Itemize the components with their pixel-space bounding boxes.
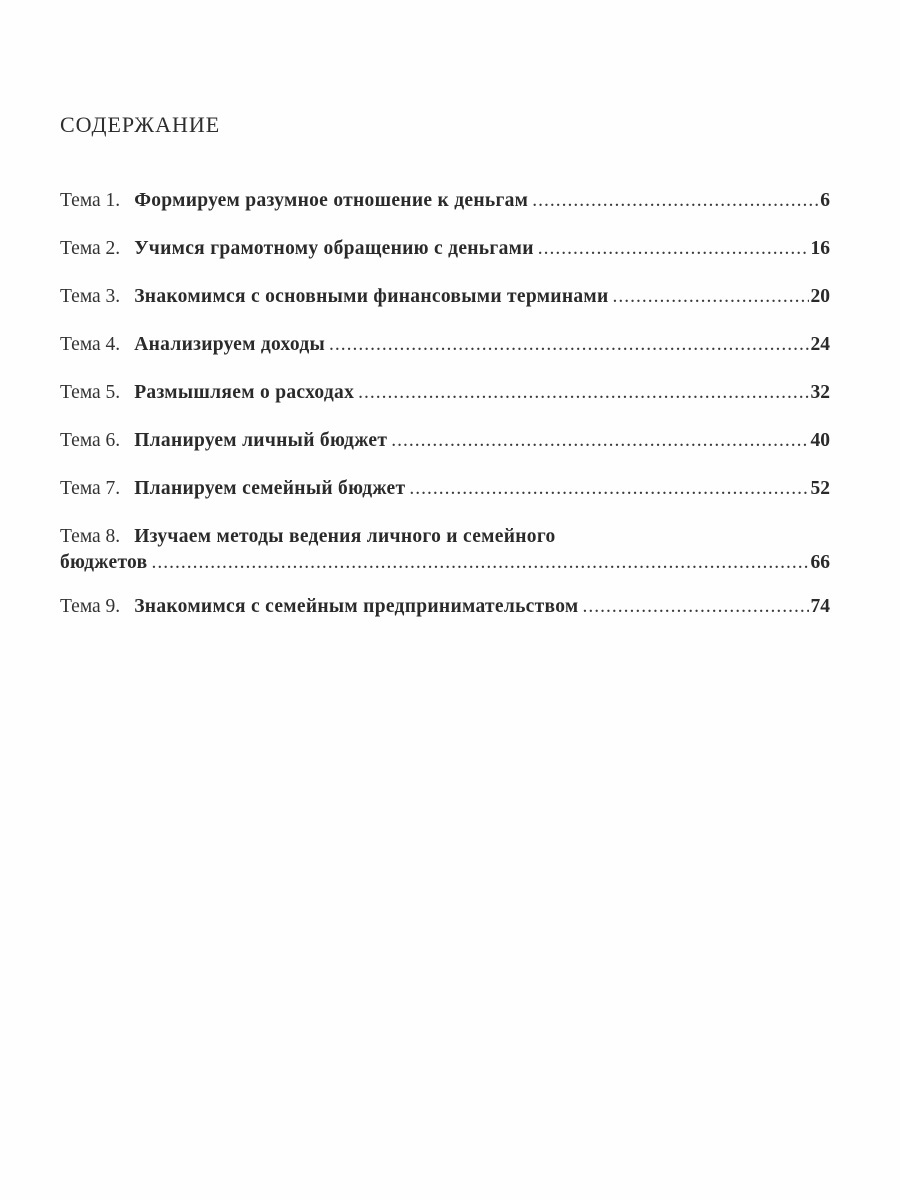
toc-entry-page: 32 [810,382,830,403]
toc-entry-page: 24 [810,334,830,355]
toc-leader-dots [532,188,818,214]
toc-entry-title: Размышляем о расходах [134,382,355,403]
toc-entry-label: Тема 8. [60,526,121,547]
toc-entry-2 [60,236,830,262]
toc-entry-page: 6 [820,190,830,211]
toc-entry-page: 16 [810,238,830,259]
toc-leader-dots [391,428,808,454]
toc-entry-5 [60,380,830,406]
toc-entry-title: Планируем личный бюджет [134,430,388,451]
toc-entry-8 [60,524,830,576]
toc-entry-page: 20 [810,286,830,307]
toc-entry-3 [60,284,830,310]
toc-entry-7 [60,476,830,502]
toc-entry-title: Знакомимся с основными финансовыми терминами [134,286,609,307]
table-of-contents [60,188,830,642]
toc-entry-6 [60,428,830,454]
toc-entry-label: Тема 5. [60,382,121,403]
toc-entry-title: Учимся грамотному обращению с деньгами [134,238,534,259]
toc-entry-4 [60,332,830,358]
toc-entry-1 [60,188,830,214]
toc-entry-title: Формируем разумное отношение к деньгам [134,190,529,211]
toc-leader-dots [329,332,808,358]
toc-entry-label: Тема 6. [60,430,121,451]
toc-entry-title-line2: бюджетов [60,552,148,573]
toc-entry-label: Тема 1. [60,190,121,211]
page-title: СОДЕРЖАНИЕ [60,112,221,137]
toc-entry-label: Тема 7. [60,478,121,499]
toc-entry-page: 40 [810,430,830,451]
toc-leader-dots [582,594,808,620]
toc-entry-title: Анализируем доходы [134,334,326,355]
toc-entry-label: Тема 9. [60,596,121,617]
toc-entry-9 [60,594,830,620]
toc-entry-title: Знакомимся с семейным предпринимательством [134,596,579,617]
toc-entry-label: Тема 2. [60,238,121,259]
toc-leader-dots [538,236,809,262]
toc-entry-page: 74 [810,596,830,617]
toc-leader-dots [358,380,808,406]
toc-leader-dots [151,550,808,576]
toc-entry-label: Тема 3. [60,286,121,307]
toc-entry-label: Тема 4. [60,334,121,355]
toc-leader-dots [409,476,808,502]
toc-entry-title: Планируем семейный бюджет [134,478,406,499]
toc-entry-page: 66 [810,552,830,573]
toc-leader-dots [613,284,809,310]
toc-entry-title-line1: Изучаем методы ведения личного и семейного [134,526,556,547]
toc-entry-page: 52 [810,478,830,499]
